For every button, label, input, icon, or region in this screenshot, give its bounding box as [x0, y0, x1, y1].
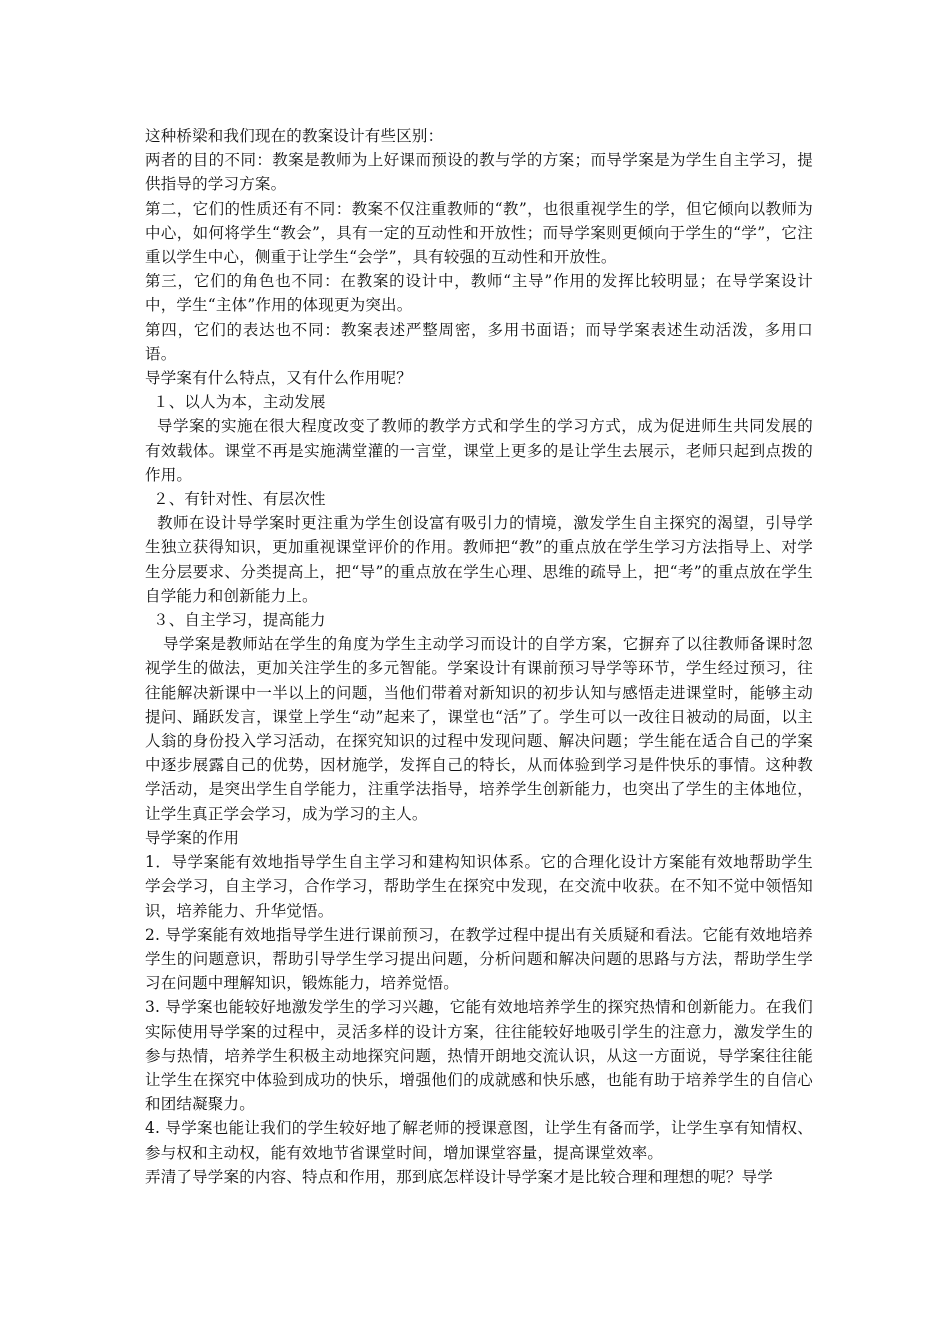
function-item-4: 4. 导学案也能让我们的学生较好地了解老师的授课意图，让学生有备而学，让学生享有知情权、参与权和主动权，能有效地节省课堂时间，增加课堂容量，提高课堂效率。 — [145, 1119, 813, 1162]
function-item-3: 3. 导学案也能较好地激发学生的学习兴趣，它能有效地培养学生的探究热情和创新能力。在我们实际使用导学案的过程中，灵活多样的设计方案，往往能较好地吸引学生的注意力，激发学生的参与热情，培养学生积极主动地探究问题，热情开朗地交流认识，从这一方面说，导学案往往能让学生在探究中体验到成功的快乐，增强他们的成就感和快乐感，也能有助于培养学生的自信心和团结凝聚力。 — [145, 998, 813, 1114]
feature-heading-3: ３、自主学习，提高能力 — [153, 611, 326, 630]
question-heading: 导学案有什么特点，又有什么作用呢？ — [145, 369, 412, 388]
function-item-2: 2. 导学案能有效地指导学生进行课前预习，在教学过程中提出有关质疑和看法。它能有效地培养学生的问题意识，帮助引导学生学习提出问题，分析问题和解决问题的思路与方法，帮助学生学习在问题中理解知识，锻炼能力，培养觉悟。 — [145, 925, 813, 993]
paragraph-nature: 第二，它们的性质还有不同：教案不仅注重教师的“教”，也很重视学生的学，但它倾向以教师为中心，如何将学生“教会”，具有一定的互动性和开放性；而导学案则更倾向于学生的“学”，它注重以学生中心，侧重于让学生“会学”，具有较强的互动性和开放性。 — [145, 199, 813, 267]
paragraph-intro: 这种桥梁和我们现在的教案设计有些区别： — [145, 127, 444, 145]
paragraph-conclusion: 弄清了导学案的内容、特点和作用，那到底怎样设计导学案才是比较合理和理想的呢？导学 — [145, 1167, 774, 1186]
paragraph-expression: 第四，它们的表达也不同：教案表述严整周密，多用书面语；而导学案表述生动活泼，多用口语。 — [145, 320, 813, 363]
function-item-1: 1．导学案能有效地指导学生自主学习和建构知识体系。它的合理化设计方案能有效地帮助学生学会学习，自主学习，合作学习，帮助学生在探究中发现，在交流中收获。在不知不觉中领悟知识，培养能力、升华觉悟。 — [145, 853, 813, 920]
paragraph-role: 第三，它们的角色也不同：在教案的设计中，教师“主导”作用的发挥比较明显；在导学案设计中，学生“主体”作用的体现更为突出。 — [145, 272, 813, 315]
feature-body-1: 导学案的实施在很大程度改变了教师的教学方式和学生的学习方式，成为促进师生共同发展的有效载体。课堂不再是实施满堂灌的一言堂，课堂上更多的是让学生去展示，老师只起到点拨的作用。 — [145, 417, 813, 484]
document-body — [145, 124, 813, 1189]
feature-heading-2: ２、有针对性、有层次性 — [153, 490, 326, 509]
feature-body-2: 教师在设计导学案时更注重为学生创设富有吸引力的情境，激发学生自主探究的渴望，引导学生独立获得知识，更加重视课堂评价的作用。教师把“教”的重点放在学生学习方法指导上、对学生分层要求、分类提高上，把“导”的重点放在学生心理、思维的疏导上，把“考”的重点放在学生自学能力和创新能力上。 — [145, 514, 813, 605]
feature-body-3: 导学案是教师站在学生的角度为学生主动学习而设计的自学方案，它摒弃了以往教师备课时忽视学生的做法，更加关注学生的多元智能。学案设计有课前预习导学等环节，学生经过预习，往往能解决新课中一半以上的问题，当他们带着对新知识的初步认知与感悟走进课堂时，能够主动提问、踊跃发言，课堂上学生“动”起来了，课堂也“活”了。学生可以一改往日被动的局面，以主人翁的身份投入学习活动，在探究知识的过程中发现问题、解决问题；学生能在适合自己的学案中逐步展露自己的优势，因材施学，发挥自己的特长，从而体验到学习是件快乐的事情。这种教学活动，是突出学生自学能力，注重学法指导，培养学生创新能力，也突出了学生的主体地位，让学生真正学会学习，成为学习的主人。 — [145, 635, 813, 823]
function-heading: 导学案的作用 — [145, 828, 240, 847]
paragraph-purpose: 两者的目的不同：教案是教师为上好课而预设的教与学的方案；而导学案是为学生自主学习，提供指导的学习方案。 — [145, 151, 813, 194]
feature-heading-1: １、以人为本，主动发展 — [153, 393, 326, 412]
